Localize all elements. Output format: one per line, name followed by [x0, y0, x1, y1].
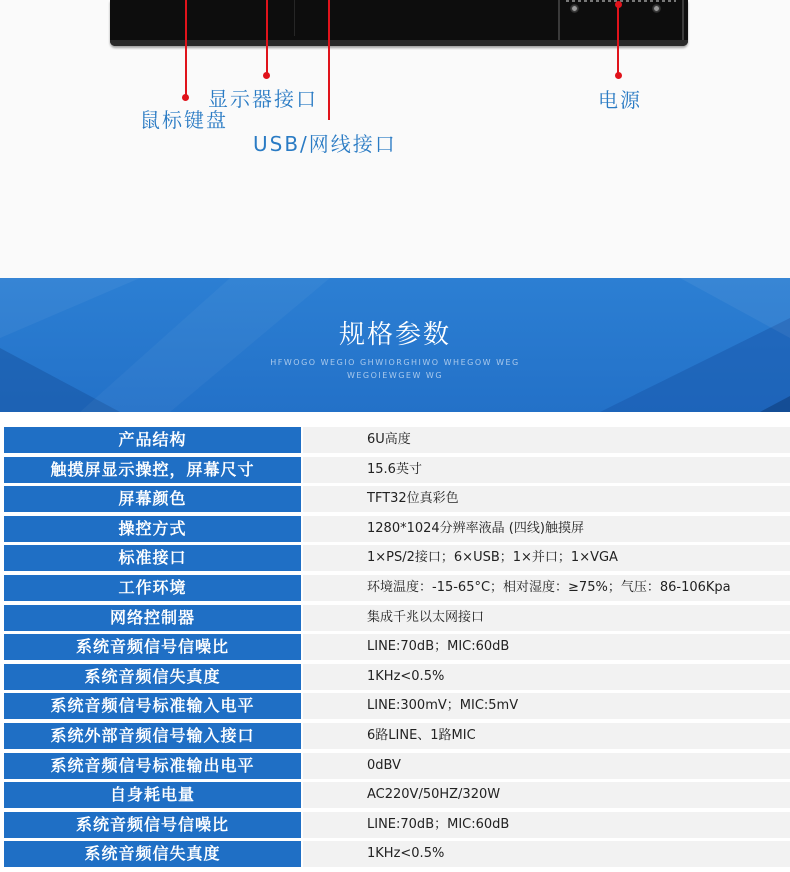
product-callout-area: [0, 0, 790, 278]
spec-label: 系统音频信失真度: [4, 664, 301, 690]
spec-row: [0, 841, 790, 867]
spec-value: 6路LINE、1路MIC: [303, 723, 790, 749]
callout-usb-network: USB/网线接口: [253, 132, 397, 156]
callout-dot-keyboard: [182, 94, 189, 101]
spec-value: LINE:300mV；MIC:5mV: [303, 693, 790, 719]
spec-label: 系统音频信号信噪比: [4, 812, 301, 838]
spec-value: 1KHz<0.5%: [303, 841, 790, 867]
spec-row: [0, 516, 790, 542]
spec-row: [0, 753, 790, 779]
spec-row: [0, 605, 790, 631]
spec-value: 0dBV: [303, 753, 790, 779]
callout-dot-power: [615, 72, 622, 79]
spec-label: 触摸屏显示操控，屏幕尺寸: [4, 457, 301, 483]
spec-row: [0, 723, 790, 749]
callout-display-port: 显示器接口: [208, 87, 318, 111]
spec-value: 1280*1024分辨率液晶 (四线)触摸屏: [303, 516, 790, 542]
device-rack-image: [110, 0, 688, 46]
spec-label: 标准接口: [4, 545, 301, 571]
spec-value: 集成千兆以太网接口: [303, 605, 790, 631]
device-rim: [110, 40, 688, 46]
spec-value: 6U高度: [303, 427, 790, 453]
spec-row: [0, 545, 790, 571]
callout-dot-display: [263, 72, 270, 79]
spec-row: [0, 664, 790, 690]
spec-label: 产品结构: [4, 427, 301, 453]
spec-label: 网络控制器: [4, 605, 301, 631]
spec-label: 工作环境: [4, 575, 301, 601]
callout-line-usb: [328, 0, 330, 120]
spec-label: 系统音频信号标准输出电平: [4, 753, 301, 779]
spec-row: [0, 634, 790, 660]
spec-label: 屏幕颜色: [4, 486, 301, 512]
banner-subtitle-line1: HFWOGO WEGIO GHWIORGHIWO WHEGOW WEG: [270, 358, 520, 367]
spec-value: 1KHz<0.5%: [303, 664, 790, 690]
screw-icon: [652, 4, 661, 13]
callout-line-keyboard: [185, 0, 187, 96]
spec-row: [0, 486, 790, 512]
spec-row: [0, 782, 790, 808]
spec-label: 自身耗电量: [4, 782, 301, 808]
banner-subtitle-line2: WEGOIEWGEW WG: [346, 371, 444, 380]
spec-label: 系统音频信号信噪比: [4, 634, 301, 660]
spec-row: [0, 457, 790, 483]
spec-row: [0, 812, 790, 838]
spec-value: 15.6英寸: [303, 457, 790, 483]
spec-label: 系统音频信号标准输入电平: [4, 693, 301, 719]
spec-label: 操控方式: [4, 516, 301, 542]
spec-row: [0, 693, 790, 719]
spec-value: 1×PS/2接口；6×USB；1×并口；1×VGA: [303, 545, 790, 571]
callout-power: 电源: [598, 88, 642, 112]
spec-label: 系统音频信失真度: [4, 841, 301, 867]
spec-banner: [0, 278, 790, 412]
screw-icon: [570, 4, 579, 13]
spec-value: TFT32位真彩色: [303, 486, 790, 512]
spec-value: LINE:70dB；MIC:60dB: [303, 812, 790, 838]
callout-line-display: [266, 0, 268, 74]
banner-title: 规格参数: [338, 320, 451, 350]
spec-row: [0, 575, 790, 601]
spec-value: 环境温度：-15-65°C；相对湿度：≥75%；气压：86-106Kpa: [303, 575, 790, 601]
spec-row: [0, 427, 790, 453]
spec-value: LINE:70dB；MIC:60dB: [303, 634, 790, 660]
callout-line-power: [617, 4, 619, 74]
spec-label: 系统外部音频信号输入接口: [4, 723, 301, 749]
device-ridge: [200, 0, 295, 36]
spec-value: AC220V/50HZ/320W: [303, 782, 790, 808]
callout-keyboard-mouse: 鼠标键盘: [140, 108, 228, 132]
